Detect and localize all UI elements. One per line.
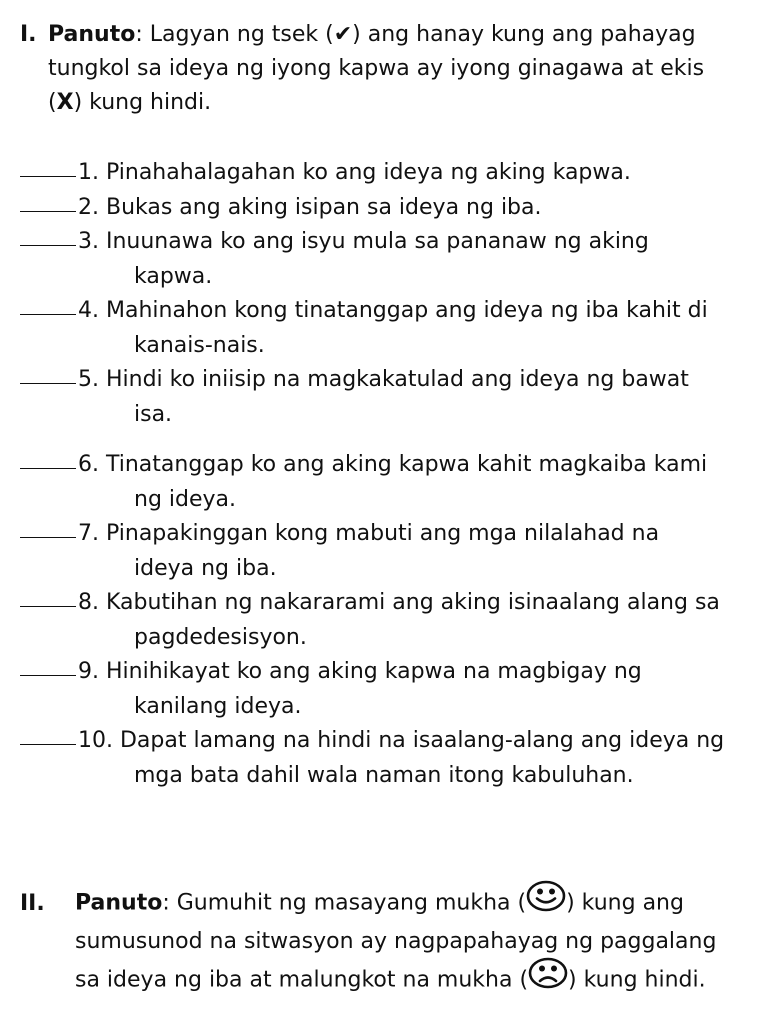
statement-continuation: ng ideya. — [134, 486, 237, 512]
statement-continuation: ideya ng iba. — [134, 555, 277, 581]
instruction-text: tungkol sa ideya ng iyong kapwa ay iyong ginagawa at ekis — [48, 56, 705, 81]
statement-text: 9. Hinihikayat ko ang aking kapwa na magbigay ng — [78, 659, 642, 684]
statement-continuation: pagdedesisyon. — [134, 624, 307, 650]
answer-blank[interactable] — [20, 515, 76, 538]
statement-list — [20, 156, 760, 793]
panuto-label: Panuto — [48, 22, 136, 47]
statement-text: 6. Tinatanggap ko ang aking kapwa kahit magkaiba kami — [78, 452, 708, 477]
check-mark-icon: ✔ — [333, 22, 353, 47]
instruction-line-3 — [20, 86, 750, 120]
list-item — [20, 655, 760, 690]
statement-continuation: kapwa. — [134, 263, 213, 289]
statement-continuation: kanais-nais. — [134, 332, 265, 358]
instruction-text: ( — [48, 90, 57, 115]
statement-continuation: mga bata dahil wala naman itong kabuluhan. — [134, 762, 634, 788]
statement-continuation: kanilang ideya. — [134, 693, 302, 719]
panuto-label: Panuto — [75, 890, 163, 916]
statement-text: 7. Pinapakinggan kong mabuti ang mga nilalahad na — [78, 521, 660, 546]
list-item — [20, 363, 760, 398]
instruction-line-2 — [20, 52, 750, 86]
answer-blank[interactable] — [20, 223, 76, 246]
list-item — [20, 517, 760, 552]
list-item — [20, 225, 760, 260]
instruction-text: ) ang hanay kung ang pahayag — [352, 22, 696, 47]
instruction-text: sa ideya ng iba at malungkot na mukha ( — [75, 967, 529, 993]
statement-text: 3. Inuunawa ko ang isyu mula sa pananaw ng aking — [78, 229, 649, 254]
statement-text: 10. Dapat lamang na hindi na isaalang-alang ang ideya ng — [78, 728, 725, 753]
answer-blank[interactable] — [20, 584, 76, 607]
statement-text: 4. Mahinahon kong tinatanggap ang ideya ng iba kahit di — [78, 298, 708, 323]
instruction-text: ) kung hindi. — [73, 90, 212, 115]
instruction-line-3 — [20, 959, 760, 1002]
answer-blank[interactable] — [20, 292, 76, 315]
x-mark: X — [56, 90, 74, 115]
answer-blank[interactable] — [20, 653, 76, 676]
answer-blank[interactable] — [20, 446, 76, 469]
instruction-line-1 — [20, 18, 750, 52]
list-item — [20, 191, 760, 226]
statement-text: 8. Kabutihan ng nakararami ang aking isinaalang alang sa — [78, 590, 720, 615]
answer-blank[interactable] — [20, 189, 76, 212]
list-item — [20, 294, 760, 329]
list-item — [20, 586, 760, 621]
list-item — [20, 448, 760, 483]
instruction-text: ) kung hindi. — [568, 967, 706, 993]
answer-blank[interactable] — [20, 722, 76, 745]
instruction-text: : Lagyan ng tsek ( — [135, 22, 334, 47]
instruction-line-1 — [20, 882, 760, 925]
instruction-text: ) kung ang — [566, 890, 684, 916]
instruction-text: sumusunod na sitwasyon ay nagpapahayag ng paggalang — [75, 929, 717, 954]
part-two-numeral: II. — [20, 890, 45, 916]
list-item — [20, 724, 760, 759]
instruction-line-2 — [20, 925, 760, 959]
answer-blank[interactable] — [20, 154, 76, 177]
instruction-text: : Gumuhit ng masayang mukha ( — [162, 890, 527, 916]
statement-text: 2. Bukas ang aking isipan sa ideya ng iba. — [78, 194, 542, 220]
answer-blank[interactable] — [20, 361, 76, 384]
part-one-instructions — [20, 18, 750, 120]
statement-continuation: isa. — [134, 401, 173, 427]
part-two-instructions — [20, 882, 760, 1002]
statement-text: 5. Hindi ko iniisip na magkakatulad ang ideya ng bawat — [78, 367, 689, 392]
list-item — [20, 156, 760, 191]
statement-text: 1. Pinahahalagahan ko ang ideya ng aking kapwa. — [78, 160, 631, 185]
sad-face-icon — [528, 957, 568, 1000]
happy-face-icon — [526, 880, 566, 923]
part-one-numeral: I. — [20, 22, 37, 47]
